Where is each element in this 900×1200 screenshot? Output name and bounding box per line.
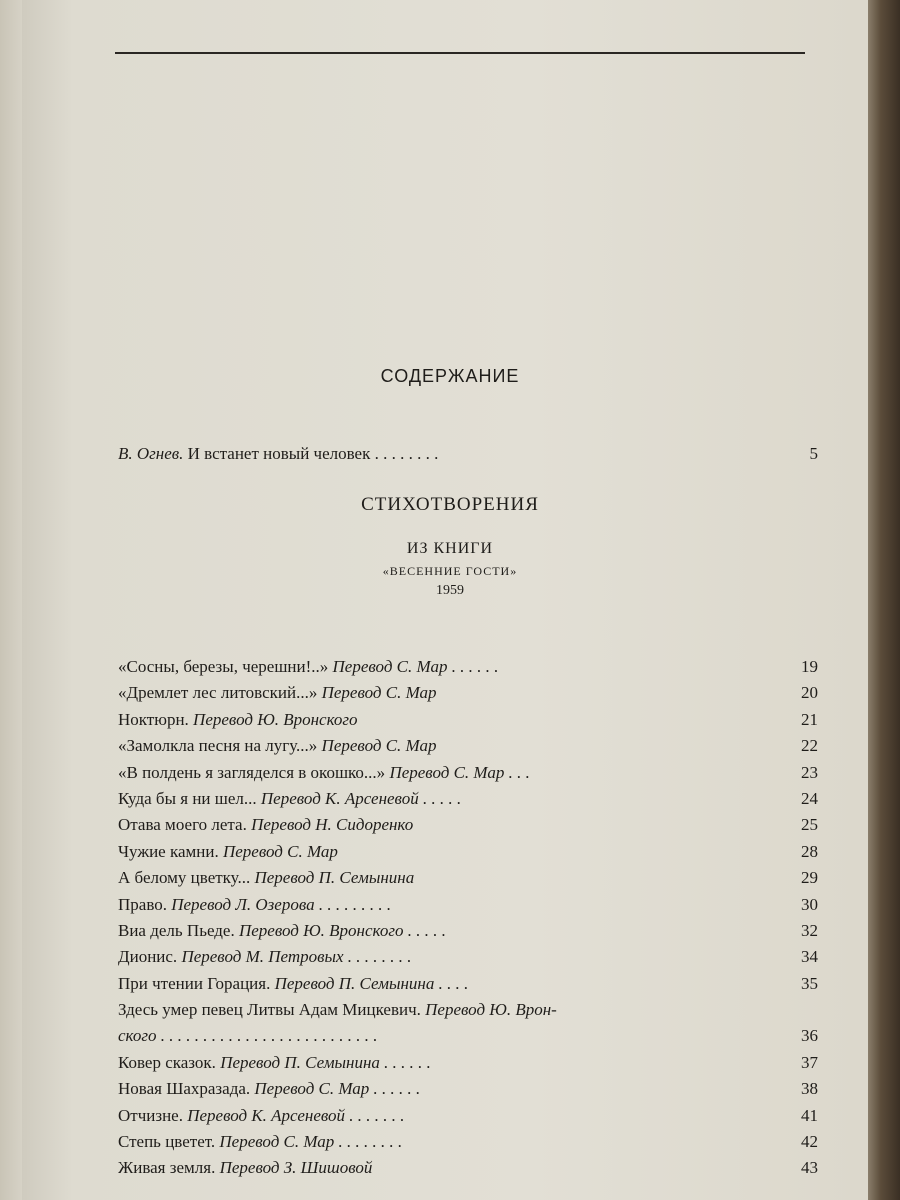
book-spine bbox=[0, 0, 23, 1200]
toc-row-text bbox=[118, 680, 437, 706]
toc-row-text bbox=[118, 441, 438, 467]
toc-row-text bbox=[118, 971, 468, 997]
toc-translator: Перевод Ю. Врон- bbox=[425, 1000, 557, 1020]
contents-heading: СОДЕРЖАНИЕ bbox=[380, 366, 520, 386]
toc-translator: Перевод Ю. Вронского bbox=[193, 709, 358, 729]
toc-list bbox=[118, 654, 818, 1182]
toc-title: Ноктюрн. bbox=[118, 709, 194, 729]
toc-page-number: 35 bbox=[801, 973, 818, 993]
toc-title: Куда бы я ни шел... bbox=[118, 788, 261, 808]
toc-title: Отчизне. bbox=[118, 1105, 188, 1125]
toc-translator: Перевод С. Мар . . . . . . bbox=[332, 657, 499, 676]
toc-title: Право. bbox=[118, 894, 172, 914]
toc-row bbox=[118, 997, 818, 1023]
section-from: ИЗ КНИГИ bbox=[406, 540, 494, 557]
section-book: «ВЕСЕННИЕ ГОСТИ» bbox=[382, 564, 518, 578]
toc-row bbox=[118, 654, 818, 680]
toc-row-text bbox=[118, 1155, 372, 1181]
toc-title: Виа дель Пьеде. bbox=[118, 920, 239, 940]
toc-title: «Дремлет лес литовский...» bbox=[118, 683, 322, 703]
toc-title: Ковер сказок. bbox=[118, 1052, 221, 1072]
intro-entry bbox=[118, 441, 818, 467]
toc-row-text bbox=[118, 839, 338, 865]
toc-translator: Перевод П. Семынина bbox=[254, 868, 415, 888]
toc-row-text bbox=[118, 1050, 431, 1076]
toc-page-number: 30 bbox=[801, 894, 818, 914]
toc-title: Отава моего лета. bbox=[118, 815, 252, 835]
intro-title: И встанет новый человек . . . . . . . . bbox=[183, 444, 439, 463]
intro-page: 5 bbox=[809, 444, 818, 463]
toc-title: Новая Шахразада. bbox=[118, 1079, 255, 1099]
toc-row bbox=[118, 733, 818, 759]
toc-page-number: 34 bbox=[801, 947, 818, 967]
top-rule bbox=[115, 52, 805, 54]
toc-title: Живая земля. bbox=[118, 1158, 220, 1178]
toc-page-number: 21 bbox=[801, 709, 818, 729]
toc-page-number: 29 bbox=[801, 868, 818, 888]
toc-row-text bbox=[118, 812, 413, 838]
toc-page-number: 25 bbox=[801, 815, 818, 835]
toc-row bbox=[118, 786, 818, 812]
toc-row bbox=[118, 892, 818, 918]
toc-translator: Перевод К. Арсеневой . . . . . bbox=[260, 788, 462, 808]
toc-row bbox=[118, 1076, 818, 1102]
toc-row-text bbox=[118, 892, 391, 918]
toc-row bbox=[118, 1103, 818, 1129]
toc-translator: Перевод Н. Сидоренко bbox=[251, 815, 414, 835]
toc-page-number: 19 bbox=[801, 657, 818, 676]
toc-page-number: 20 bbox=[801, 683, 818, 703]
toc-translator: Перевод П. Семынина . . . . . . bbox=[220, 1052, 431, 1072]
toc-page-number: 36 bbox=[801, 1026, 818, 1046]
toc-page-number: 32 bbox=[801, 920, 818, 940]
toc-row-text bbox=[118, 918, 446, 944]
toc-page-number: 37 bbox=[801, 1052, 818, 1072]
toc-row-text bbox=[118, 997, 557, 1023]
toc-translator: Перевод С. Мар bbox=[321, 683, 437, 703]
toc-row-text bbox=[118, 1076, 420, 1102]
toc-row bbox=[118, 971, 818, 997]
toc-translator: Перевод Л. Озерова . . . . . . . . . bbox=[171, 894, 392, 914]
toc-row-text bbox=[118, 944, 412, 970]
toc-page-number: 24 bbox=[801, 788, 818, 808]
toc-translator: Перевод С. Мар bbox=[222, 841, 338, 861]
section-title: СТИХОТВОРЕНИЯ bbox=[361, 494, 539, 515]
page-edge bbox=[868, 0, 900, 1200]
toc-page-number: 41 bbox=[801, 1105, 818, 1125]
toc-translator: ского . . . . . . . . . . . . . . . . . . . . . . . . . . bbox=[118, 1026, 378, 1046]
toc-title: А белому цветку... bbox=[118, 868, 255, 888]
toc-title: «Сосны, березы, черешни!..» bbox=[118, 657, 333, 676]
toc-translator: Перевод С. Мар . . . . . . bbox=[254, 1079, 421, 1099]
toc-row bbox=[118, 944, 818, 970]
toc-translator: Перевод С. Мар . . . bbox=[389, 762, 530, 782]
toc-row-text bbox=[118, 760, 530, 786]
toc-row bbox=[118, 1050, 818, 1076]
toc-row bbox=[118, 1155, 818, 1181]
toc-translator: Перевод Ю. Вронского . . . . . bbox=[238, 920, 446, 940]
toc-translator: Перевод П. Семынина . . . . bbox=[274, 973, 469, 993]
toc-translator: Перевод С. Мар bbox=[321, 736, 437, 756]
toc-row-text bbox=[118, 654, 498, 680]
toc-row bbox=[118, 839, 818, 865]
toc-title: При чтении Горация. bbox=[118, 973, 275, 993]
toc-row-text bbox=[118, 1129, 402, 1155]
section-year: 1959 bbox=[436, 583, 464, 598]
toc-row bbox=[118, 441, 818, 467]
toc-row bbox=[118, 707, 818, 733]
toc-row bbox=[118, 1129, 818, 1155]
toc-row-text bbox=[118, 1023, 377, 1049]
toc-row-text bbox=[118, 707, 358, 733]
toc-row-text bbox=[118, 733, 436, 759]
toc-translator: Перевод З. Шишовой bbox=[219, 1158, 373, 1178]
toc-page-number: 22 bbox=[801, 736, 818, 756]
intro-author: В. Огнев. bbox=[118, 444, 184, 463]
toc-row-text bbox=[118, 865, 414, 891]
toc-row-text bbox=[118, 786, 461, 812]
toc-title: Дионис. bbox=[118, 947, 182, 967]
toc-title: «Замолкла песня на лугу...» bbox=[118, 736, 322, 756]
toc-page-number: 23 bbox=[801, 762, 818, 782]
toc-row bbox=[118, 918, 818, 944]
toc-row bbox=[118, 680, 818, 706]
toc-translator: Перевод С. Мар . . . . . . . . bbox=[219, 1132, 403, 1152]
toc-page-number: 43 bbox=[801, 1158, 818, 1178]
toc-row bbox=[118, 1023, 818, 1049]
toc-title: Здесь умер певец Литвы Адам Мицкевич. bbox=[118, 1000, 426, 1020]
toc-row-text bbox=[118, 1103, 405, 1129]
toc-title: «В полдень я загляделся в окошко...» bbox=[118, 762, 390, 782]
toc-page-number: 38 bbox=[801, 1079, 818, 1099]
toc-translator: Перевод К. Арсеневой . . . . . . . bbox=[187, 1105, 405, 1125]
toc-page-number: 42 bbox=[801, 1132, 818, 1152]
toc-title: Чужие камни. bbox=[118, 841, 223, 861]
toc-row bbox=[118, 812, 818, 838]
toc-title: Степь цветет. bbox=[118, 1132, 220, 1152]
toc-page-number: 28 bbox=[801, 841, 818, 861]
toc-row bbox=[118, 760, 818, 786]
toc-translator: Перевод М. Петровых . . . . . . . . bbox=[181, 947, 412, 967]
toc-row bbox=[118, 865, 818, 891]
